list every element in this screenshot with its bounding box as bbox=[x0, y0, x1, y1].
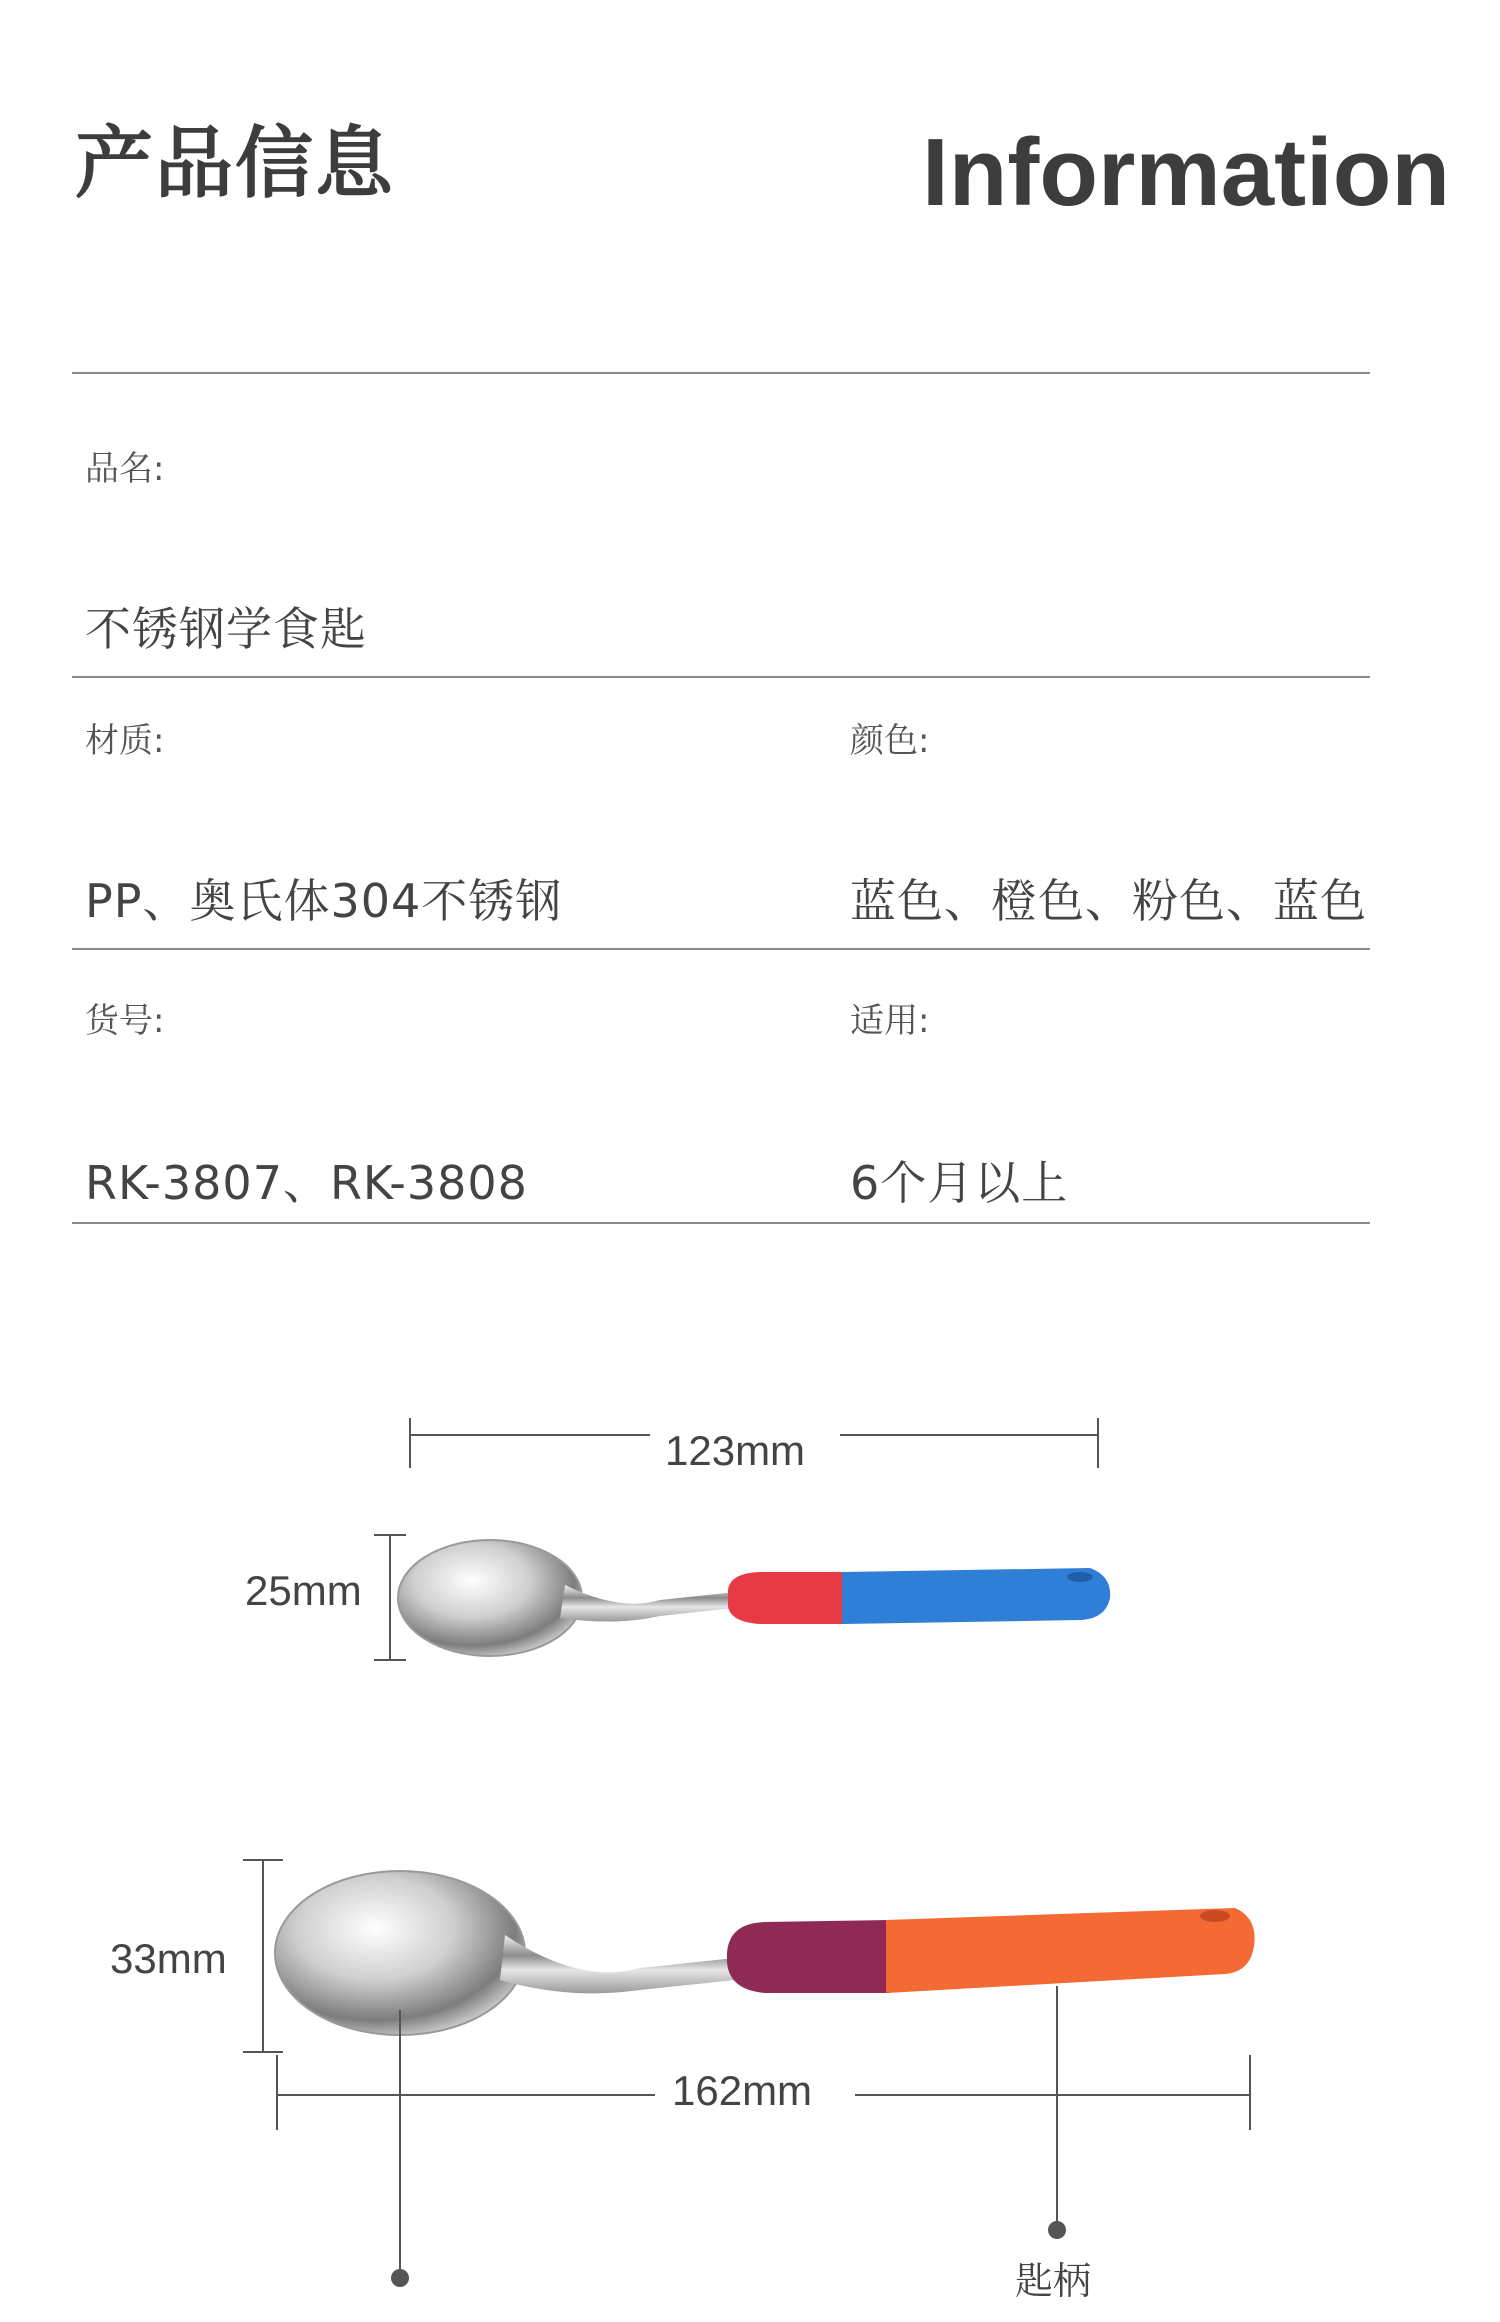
small-spoon bbox=[398, 1540, 1110, 1656]
color-value: 蓝色、橙色、粉色、蓝色 bbox=[850, 874, 1367, 928]
divider bbox=[72, 948, 1370, 950]
divider bbox=[72, 1222, 1370, 1224]
name-label: 品名: bbox=[85, 449, 165, 489]
large-spoon-length-label: 162mm bbox=[662, 2070, 822, 2112]
large-spoon-width-label: 33mm bbox=[110, 1935, 227, 1982]
divider bbox=[72, 372, 1370, 374]
name-value: 不锈钢学食匙 bbox=[85, 602, 367, 656]
age-value: 6个月以上 bbox=[850, 1156, 1069, 1210]
divider bbox=[72, 676, 1370, 678]
item-no-value: RK-3807、RK-3808 bbox=[85, 1156, 528, 1210]
page-title-en: Information bbox=[922, 119, 1450, 226]
handle-callout-pin bbox=[1048, 1986, 1066, 2239]
bowl-callout-pin bbox=[391, 2010, 409, 2287]
age-label: 适用: bbox=[850, 1001, 930, 1041]
material-label: 材质: bbox=[85, 721, 165, 761]
small-spoon-length-label: 123mm bbox=[655, 1430, 815, 1472]
handle-callout-label: 匙柄 bbox=[1015, 2259, 1092, 2303]
spoon-dimension-diagram bbox=[0, 1380, 1500, 2322]
large-spoon bbox=[275, 1871, 1255, 2035]
material-value: PP、奥氏体304不锈钢 bbox=[85, 874, 563, 928]
small-spoon-width-label: 25mm bbox=[245, 1567, 362, 1614]
item-no-label: 货号: bbox=[85, 1001, 165, 1041]
page-title-cn: 产品信息 bbox=[75, 119, 396, 209]
color-label: 颜色: bbox=[850, 721, 930, 761]
